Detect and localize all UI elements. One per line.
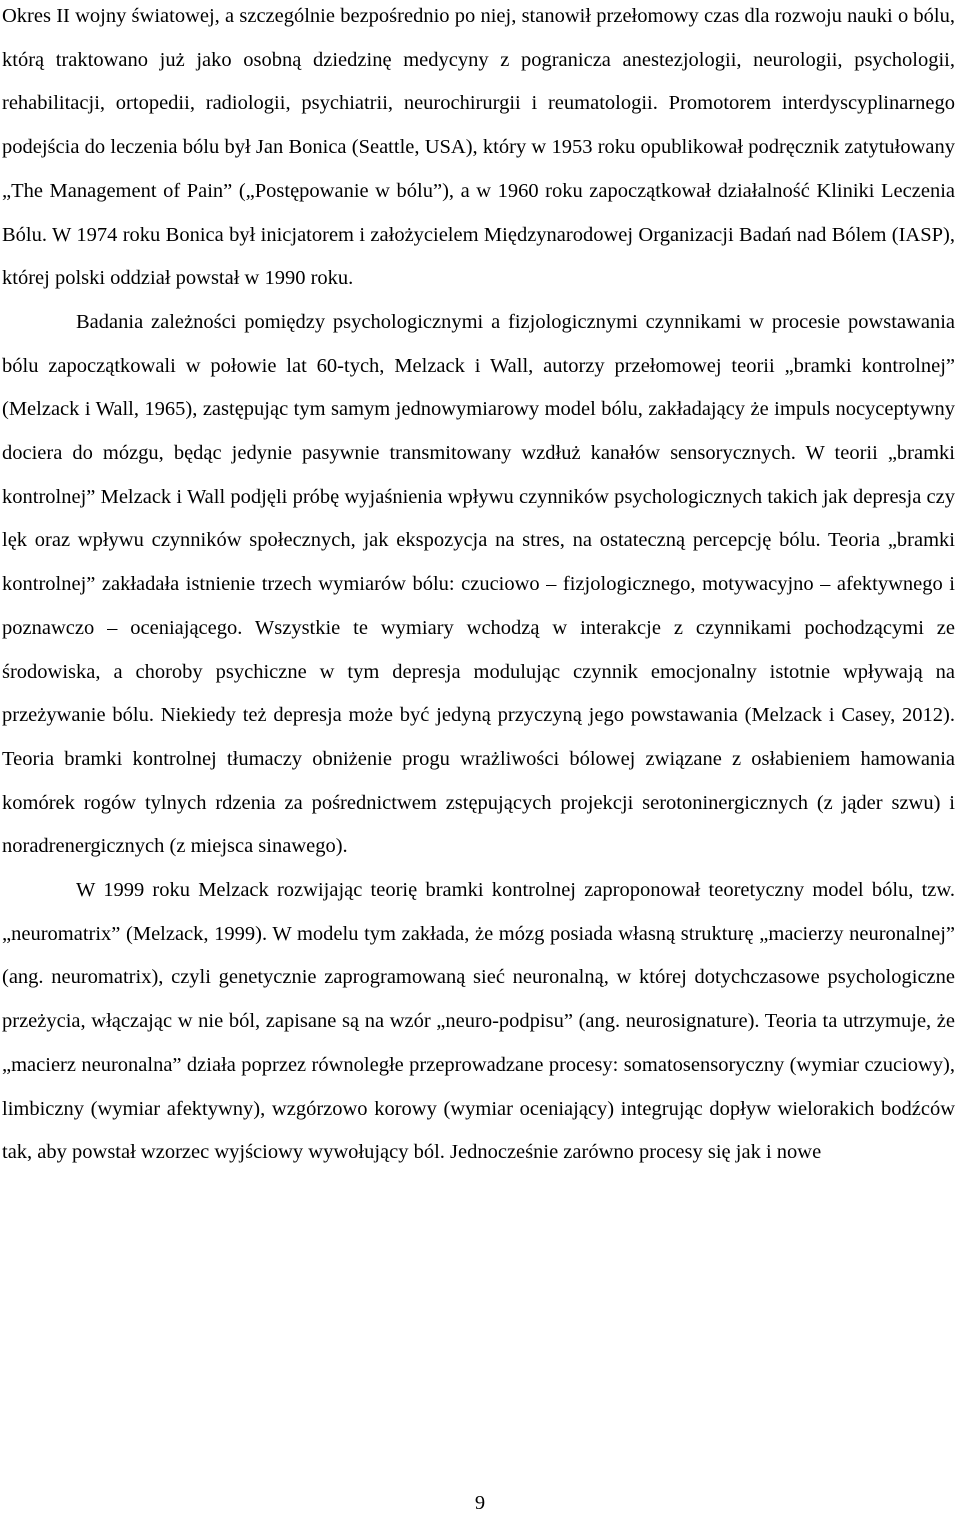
body-text: [2, 0, 955, 1175]
paragraph-3: W 1999 roku Melzack rozwijając teorię bramki kontrolnej zaproponował teoretyczny model bólu, tzw. „neuromatrix” (Melzack, 1999). W modelu tym zakłada, że mózg posiada własną strukturę „macierzy neuronalnej” (ang. neuromatrix), czyli genetycznie zaprogramowaną sieć neuronalną, w której dotychczasowe psychologiczne przeżycia, włączając w nie ból, zapisane są na wzór „neuro-podpisu” (ang. neurosignature). Teoria ta utrzymuje, że „macierz neuronalna” działa poprzez równoległe przeprowadzane procesy: somatosensoryczny (wymiar czuciowy), limbiczny (wymiar afektywny), wzgórzowo korowy (wymiar oceniający) integrując dopływ wielorakich bodźców tak, aby powstał wzorzec wyjściowy wywołujący ból. Jednocześnie zarówno procesy się jak i nowe: [2, 879, 955, 1164]
page-number: 9: [474, 1492, 486, 1514]
paragraph-2: Badania zależności pomiędzy psychologicznymi a fizjologicznymi czynnikami w procesie powstawania bólu zapoczątkowali w połowie lat 60-tych, Melzack i Wall, autorzy przełomowej teorii „bramki kontrolnej” (Melzack i Wall, 1965), zastępując tym samym jednowymiarowy model bólu, zakładający że impuls nocyceptywny dociera do mózgu, będąc jedynie pasywnie transmitowany wzdłuż kanałów sensorycznych. W teorii „bramki kontrolnej” Melzack i Wall podjęli próbę wyjaśnienia wpływu czynników psychologicznych takich jak depresja czy lęk oraz wpływu czynników społecznych, jak ekspozycja na stres, na ostateczną percepcję bólu. Teoria „bramki kontrolnej” zakładała istnienie trzech wymiarów bólu: czuciowo – fizjologicznego, motywacyjno – afektywnego i poznawczo – oceniającego. Wszystkie te wymiary wchodzą w interakcje z czynnikami pochodzącymi ze środowiska, a choroby psychiczne w tym depresja modulując czynnik emocjonalny istotnie wpływają na przeżywanie bólu. Niekiedy też depresja może być jedyną przyczyną jego powstawania (Melzack i Casey, 2012). Teoria bramki kontrolnej tłumaczy obniżenie progu wrażliwości bólowej związane z osłabieniem hamowania komórek rogów tylnych rdzenia za pośrednictwem zstępujących projekcji serotoninergicznych (z jąder szwu) i noradrenergicznych (z miejsca sinawego).: [2, 310, 955, 858]
paragraph-1: Okres II wojny światowej, a szczególnie bezpośrednio po niej, stanowił przełomowy czas dla rozwoju nauki o bólu, którą traktowano już jako osobną dziedzinę medycyny z pogranicza anestezjologii, neurologii, psychologii, rehabilitacji, ortopedii, radiologii, psychiatrii, neurochirurgii i reumatologii. Promotorem interdyscyplinarnego podejścia do leczenia bólu był Jan Bonica (Seattle, USA), który w 1953 roku opublikował podręcznik zatytułowany „The Management of Pain” („Postępowanie w bólu”), a w 1960 roku zapoczątkował działalność Kliniki Leczenia Bólu. W 1974 roku Bonica był inicjatorem i założycielem Międzynarodowej Organizacji Badań nad Bólem (IASP), której polski oddział powstał w 1990 roku.: [2, 5, 955, 290]
